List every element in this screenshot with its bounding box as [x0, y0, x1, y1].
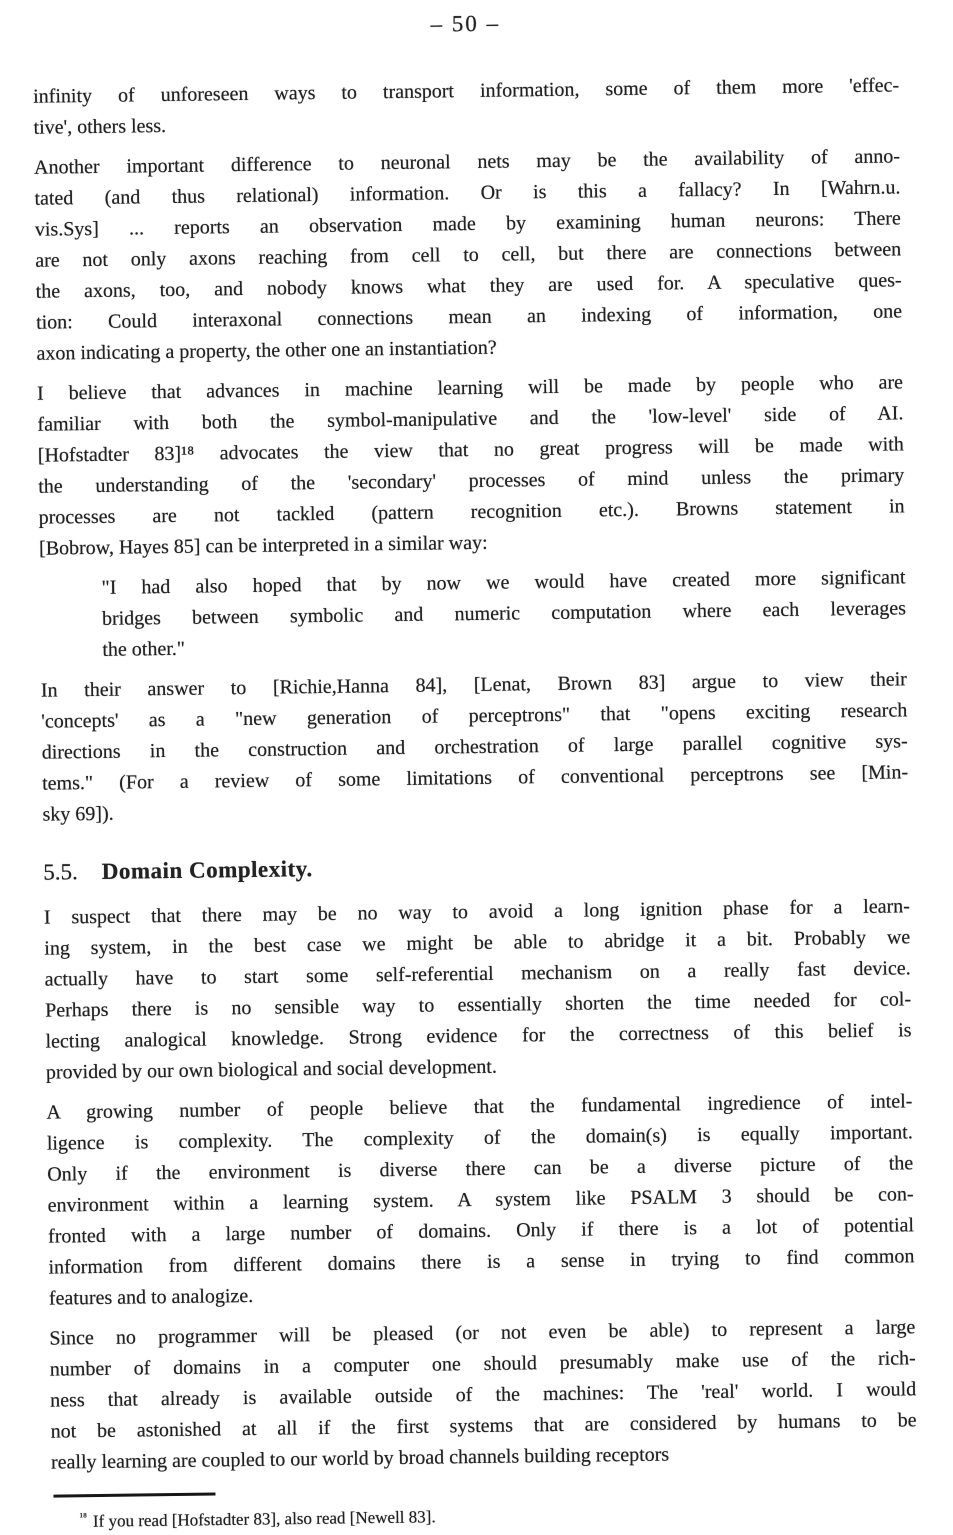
text-line: Since no programmer will be pleased (or not even be able) to represent a large — [49, 1316, 916, 1350]
text-line: ligence is complexity. The complexity of the domain(s) is equally important. — [46, 1121, 913, 1155]
footnote-text: If you read [Hofstadter 83], also read [Newell 83]. — [92, 1507, 436, 1531]
text-line: A growing number of people believe that the fundamental ingredience of intel- — [46, 1090, 913, 1124]
text-line: infinity of unforeseen ways to transport information, some of them more 'effec- — [33, 74, 900, 108]
text-line: are not only axons reaching from cell to cell, but there are connections between — [35, 238, 902, 272]
text-line: provided by our own biological and social development. — [45, 1055, 498, 1084]
paragraph — [34, 141, 903, 369]
text-line: In their answer to [Richie,Hanna 84], [Lenat, Brown 83] argue to view their — [40, 668, 908, 702]
section-number: 5.5. — [43, 859, 78, 885]
text-line: tems." (For a review of some limitations of conventional perceptrons see [Min- — [42, 761, 909, 795]
footnote-divider — [53, 1492, 215, 1497]
document-body — [33, 70, 917, 1478]
text-line: really learning are coupled to our world by broad channels building receptors — [50, 1443, 670, 1474]
text-line: environment within a learning system. A system like PSALM 3 should be con- — [47, 1183, 914, 1217]
text-line: directions in the construction and orchestration of large parallel cognitive sys- — [41, 730, 908, 764]
blockquote — [101, 562, 906, 666]
text-line: Another important difference to neuronal nets may be the availability of anno- — [33, 145, 901, 179]
text-line: the other." — [102, 637, 186, 661]
text-line: 'concepts' as a "new generation of perceptrons" that "opens exciting research — [41, 699, 908, 733]
text-line: [Hofstadter 83]¹⁸ advocates the view that no great progress will be made with — [37, 433, 904, 467]
text-line: the understanding of the 'secondary' processes of mind unless the primary — [38, 464, 905, 498]
page-content — [32, 4, 918, 1534]
text-line: tated (and thus relational) information. Or is this a fallacy? In [Wahrn.u. — [34, 176, 901, 210]
paragraph — [33, 70, 900, 143]
page-number: – 50 – — [430, 10, 501, 37]
paragraph — [49, 1312, 917, 1478]
text-line: not be astonished at all if the first systems that are considered by humans to be — [50, 1409, 917, 1443]
text-line: ing system, in the best case we might be able to abridge it a bit. Probably we — [44, 926, 911, 960]
footnote-marker: ¹⁸ — [79, 1511, 87, 1524]
text-line: features and to analogize. — [48, 1284, 254, 1310]
text-line: bridges between symbolic and numeric computation where each leverages — [101, 597, 907, 630]
paragraph — [37, 367, 905, 564]
text-line: tive', others less. — [33, 114, 167, 139]
text-line: the axons, too, and nobody knows what they are used for. A speculative ques- — [35, 269, 902, 303]
paragraph — [44, 891, 912, 1088]
section-title: Domain Complexity. — [101, 856, 313, 884]
footnote-area — [51, 1483, 917, 1534]
text-line: "I had also hoped that by now we would have created more significant — [101, 566, 906, 599]
text-line: Perhaps there is no sensible way to essentially shorten the time needed for col- — [44, 988, 912, 1022]
footnote — [52, 1494, 918, 1534]
text-line: [Bobrow, Hayes 85] can be interpreted in a similar way: — [38, 531, 488, 560]
text-line: number of domains in a computer one should presumably make use of the rich- — [49, 1347, 916, 1381]
text-line: axon indicating a property, the other one an instantiation? — [36, 336, 497, 365]
section-heading — [43, 846, 909, 887]
text-line: I believe that advances in machine learning will be made by people who are — [36, 371, 904, 405]
text-line: fronted with a large number of domains. Only if there is a lot of potential — [47, 1214, 915, 1248]
text-line: tion: Could interaxonal connections mean an indexing of information, one — [35, 300, 903, 334]
text-line: familiar with both the symbol-manipulative and the 'low-level' side of AI. — [37, 402, 904, 436]
text-line: vis.Sys] ... reports an observation made by examining human neurons: There — [34, 207, 901, 241]
text-line: sky 69]). — [42, 802, 114, 826]
paragraph — [46, 1086, 915, 1314]
text-line: ness that already is available outside of the machines: The 'real' world. I would — [50, 1378, 917, 1412]
paragraph — [41, 664, 909, 830]
text-line: processes are not tackled (pattern recognition etc.). Browns statement in — [38, 495, 905, 529]
text-line: lecting analogical knowledge. Strong evidence for the correctness of this belief is — [45, 1019, 912, 1053]
text-line: Only if the environment is diverse there can be a diverse picture of the — [47, 1152, 914, 1186]
text-line: information from different domains there is a sense in trying to find common — [48, 1245, 915, 1279]
text-line: actually have to start some self-referential mechanism on a really fast device. — [44, 957, 911, 991]
text-line: I suspect that there may be no way to avoid a long ignition phase for a learn- — [43, 895, 910, 929]
